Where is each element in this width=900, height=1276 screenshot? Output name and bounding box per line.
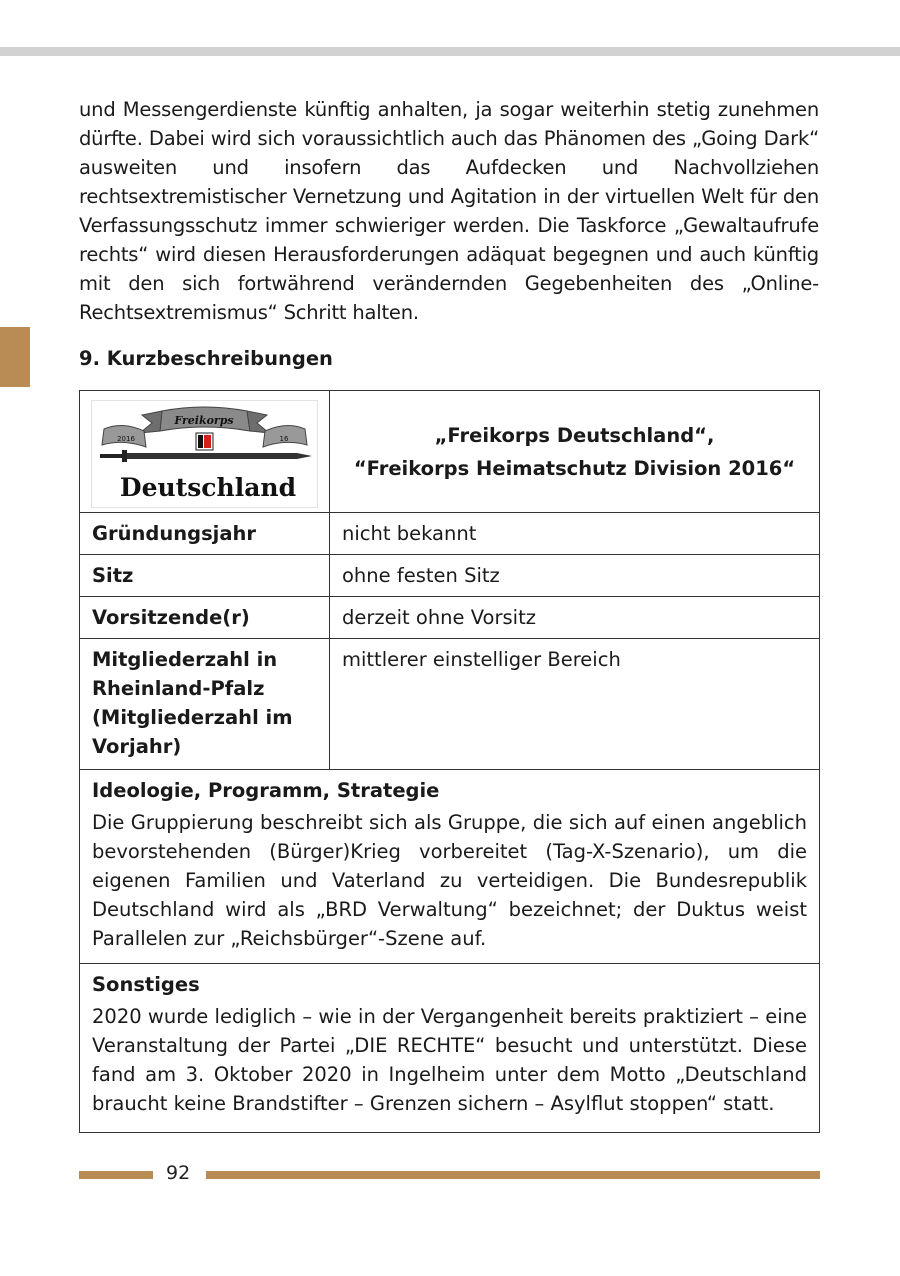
freikorps-logo-graphic (92, 401, 317, 507)
row-label-founding-year: Gründungsjahr (80, 513, 330, 555)
organization-profile-table (79, 390, 820, 1133)
organization-logo (91, 400, 318, 508)
section-heading: 9. Kurzbeschreibungen (79, 347, 333, 370)
organization-title-line1: „Freikorps Deutschland“, (434, 423, 715, 447)
misc-text: 2020 wurde lediglich – wie in der Vergangenheit bereits praktiziert – eine Veranstaltung der Partei „DIE RECHTE“ besucht und unterstützt. Diese fand am 3. Oktober 2020 in Ingelheim unter dem Motto „Deutschland braucht keine Brandstifter – Grenzen sichern – Asylflut stoppen“ statt. (92, 1005, 807, 1115)
row-label-members: Mitgliederzahl in Rheinland-Pfalz (Mitgliederzahl im Vorjahr) (80, 639, 330, 770)
logo-cell (80, 391, 330, 513)
logo-left-number: 2016 (117, 435, 135, 443)
row-value-seat: ohne festen Sitz (330, 555, 820, 597)
organization-title-cell (330, 391, 820, 513)
organization-title-line2: “Freikorps Heimatschutz Division 2016“ (353, 456, 796, 480)
footer-rule-left (79, 1171, 153, 1179)
ideology-text: Die Gruppierung beschreibt sich als Gruppe, die sich auf einen angeblich bevorstehenden (Bürger)Krieg vorbereitet (Tag-X-Szenario), um die eigenen Familien und Vaterland zu verteidigen. Die Bundesrepublik Deutschland wird als „BRD Verwaltung“ bezeichnet; der Duktus weist Parallelen zur „Reichsbürger“-Szene auf. (92, 811, 807, 950)
footer-rule-right (206, 1171, 820, 1179)
logo-banner-text: Freikorps (174, 414, 234, 427)
header-bar (0, 47, 900, 56)
row-value-founding-year: nicht bekannt (330, 513, 820, 555)
row-value-members: mittlerer einstelliger Bereich (330, 639, 820, 770)
row-label-seat: Sitz (80, 555, 330, 597)
misc-heading: Sonstiges (92, 973, 200, 996)
ideology-heading: Ideologie, Programm, Strategie (92, 779, 440, 802)
chapter-tab (0, 327, 30, 387)
intro-paragraph: und Messengerdienste künftig anhalten, ja sogar weiterhin stetig zunehmen dürfte. Dabei wird sich voraussichtlich auch das Phänomen des „Going Dark“ ausweiten und insofern das Aufdecken und Nachvollziehen rechtsextremistischer Vernetzung und Agitation in der virtuellen Welt für den Verfassungsschutz immer schwieriger werden. Die Taskforce „Gewaltaufrufe rechts“ wird diesen Herausforderungen adäquat begegnen und auch künftig mit den sich fortwährend verändernden Gegebenheiten des „Online-Rechtsextremismus“ Schritt halten. (79, 98, 819, 324)
ideology-section (80, 770, 820, 964)
row-value-chair: derzeit ohne Vorsitz (330, 597, 820, 639)
logo-main-text: Deutschland (119, 473, 297, 502)
page-number: 92 (166, 1162, 191, 1184)
logo-right-number: 16 (279, 435, 289, 443)
misc-section (80, 964, 820, 1133)
row-label-chair: Vorsitzende(r) (80, 597, 330, 639)
